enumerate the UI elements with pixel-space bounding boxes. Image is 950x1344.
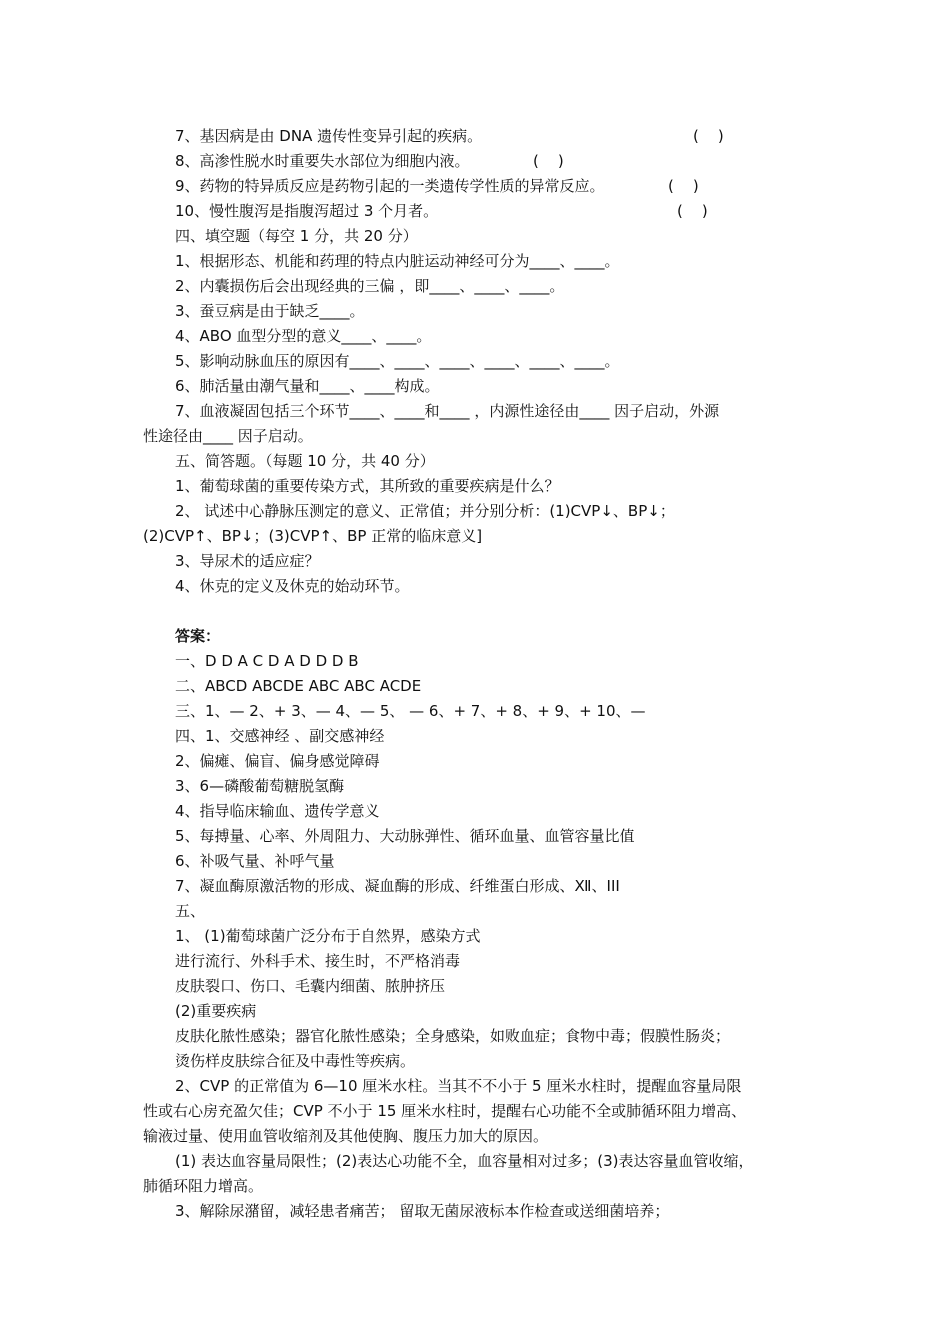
answer-line: 输液过量、使用血管收缩剂及其他使胸、腹压力加大的原因。 — [143, 1127, 549, 1145]
judge-item-7: 7、基因病是由 DNA 遗传性变异引起的疾病。 — [175, 127, 483, 145]
fill-item: 1、根据形态、机能和药理的特点内脏运动神经可分为____、____。 — [175, 252, 620, 270]
judge-mark-9: ( ) — [668, 177, 699, 195]
answer-line: 5、每搏量、心率、外周阻力、大动脉弹性、循环血量、血管容量比值 — [175, 827, 635, 845]
short-heading: 五、简答题。（每题 10 分，共 40 分） — [175, 452, 435, 470]
fill-item: 3、蚕豆病是由于缺乏____。 — [175, 302, 365, 320]
fill-heading: 四、填空题（每空 1 分，共 20 分） — [175, 227, 418, 245]
answer-line: 肺循环阻力增高。 — [143, 1177, 264, 1195]
answer-line: 4、指导临床输血、遗传学意义 — [175, 802, 380, 820]
fill-item: 6、肺活量由潮气量和____、____构成。 — [175, 377, 440, 395]
answer-line: 进行流行、外科手术、接生时，不严格消毒 — [175, 952, 461, 970]
answer-line: 一、D D A C D A D D D B — [175, 652, 359, 670]
answer-line: 7、凝血酶原激活物的形成、凝血酶的形成、纤维蛋白形成、Ⅻ、III — [175, 877, 620, 895]
answer-line: 2、CVP 的正常值为 6—10 厘米水柱。当其不不小于 5 厘米水柱时，提醒血容量局限 — [175, 1077, 742, 1095]
answer-line: 皮肤化脓性感染；器官化脓性感染；全身感染，如败血症；食物中毒；假膜性肠炎； — [175, 1027, 731, 1045]
short-item: 2、 试述中心静脉压测定的意义、正常值；并分别分析：(1)CVP↓、BP↓； — [175, 502, 675, 520]
answer-line: 3、6—磷酸葡萄糖脱氢酶 — [175, 777, 345, 795]
fill-item: 2、内囊损伤后会出现经典的三偏 ，即____、____、____。 — [175, 277, 565, 295]
fill-item: 7、血液凝固包括三个环节____、____和____ ，内源性途径由____ 因子启动，外源 — [175, 402, 720, 420]
answer-line: 性或右心房充盈欠佳；CVP 不小于 15 厘米水柱时，提醒右心功能不全或肺循环阻力增高、 — [143, 1102, 747, 1120]
fill-item: 性途径由____ 因子启动。 — [143, 427, 313, 445]
fill-item: 5、影响动脉血压的原因有____、____、____、____、____、____。 — [175, 352, 620, 370]
short-item: (2)CVP↑、BP↓；(3)CVP↑、BP 正常的临床意义] — [143, 527, 483, 545]
answer-line: 3、解除尿潴留，减轻患者痛苦； 留取无菌尿液标本作检查或送细菌培养； — [175, 1202, 670, 1220]
answer-line: 五、 — [175, 902, 206, 920]
answer-line: 三、1、— 2、+ 3、— 4、— 5、 — 6、+ 7、+ 8、+ 9、+ 10、— — [175, 702, 646, 720]
judge-mark-7: ( ) — [693, 127, 724, 145]
short-item: 3、导尿术的适应症？ — [175, 552, 320, 570]
judge-mark-8: ( ) — [533, 152, 564, 170]
answer-line: 烫伤样皮肤综合征及中毒性等疾病。 — [175, 1052, 416, 1070]
judge-mark-10: ( ) — [677, 202, 708, 220]
answer-line: 二、ABCD ABCDE ABC ABC ACDE — [175, 677, 422, 695]
short-item: 1、葡萄球菌的重要传染方式，其所致的重要疾病是什么？ — [175, 477, 560, 495]
judge-item-9: 9、药物的特异质反应是药物引起的一类遗传学性质的异常反应。 — [175, 177, 605, 195]
judge-item-10: 10、慢性腹泻是指腹泻超过 3 个月者。 — [175, 202, 439, 220]
answer-line: (1) 表达血容量局限性；(2)表达心功能不全，血容量相对过多；(3)表达容量血管收缩， — [175, 1152, 754, 1170]
answers-heading: 答案： — [175, 627, 221, 645]
answer-line: (2)重要疾病 — [175, 1002, 257, 1020]
answer-line: 皮肤裂口、伤口、毛囊内细菌、脓肿挤压 — [175, 977, 446, 995]
answer-line: 2、偏瘫、偏盲、偏身感觉障碍 — [175, 752, 380, 770]
answer-line: 6、补吸气量、补呼气量 — [175, 852, 335, 870]
answer-line: 1、 (1)葡萄球菌广泛分布于自然界，感染方式 — [175, 927, 481, 945]
fill-item: 4、ABO 血型分型的意义____、____。 — [175, 327, 432, 345]
judge-item-8: 8、高渗性脱水时重要失水部位为细胞内液。 — [175, 152, 470, 170]
answer-line: 四、1、交感神经 、副交感神经 — [175, 727, 385, 745]
short-item: 4、休克的定义及休克的始动环节。 — [175, 577, 410, 595]
